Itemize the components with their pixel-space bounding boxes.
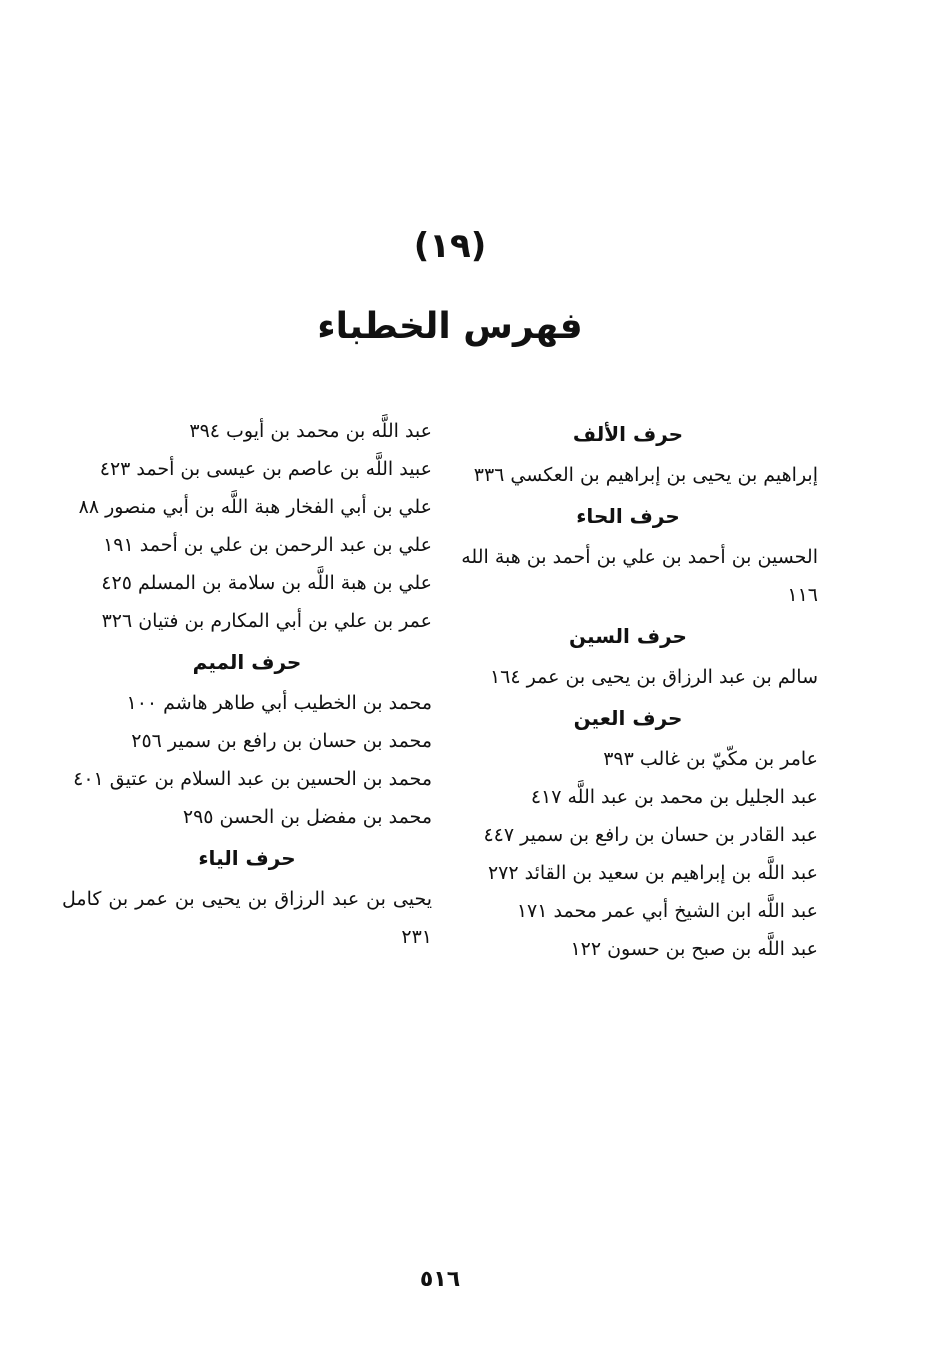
index-entry: محمد بن الحسين بن عبد السلام بن عتيق ٤٠١ [73,768,432,790]
index-column-left [62,412,432,956]
index-entry: علي بن أبي الفخار هبة اللَّه بن أبي منصور ٨٨ [78,496,432,518]
index-entry: سالم بن عبد الرزاق بن يحيى بن عمر ١٦٤ [489,666,818,688]
index-entry: عبد اللَّه بن صبح بن حسون ١٢٢ [570,938,818,960]
letter-heading-ayn: حرف العين [573,706,683,730]
index-entry: عمر بن علي بن أبي المكارم بن فتيان ٣٢٦ [101,610,432,632]
index-entry: يحيى بن عبد الرزاق بن يحيى بن عمر بن كامل ٢٣١ [62,888,432,948]
letter-heading-meem: حرف الميم [192,650,302,674]
page-title: فهرس الخطباء [317,306,583,347]
letter-heading-yaa: حرف الياء [198,846,296,870]
index-entry: عبيد اللَّه بن عاصم بن عيسى بن أحمد ٤٢٣ [99,458,432,480]
index-entry: عبد اللَّه بن محمد بن أيوب ٣٩٤ [189,420,432,442]
section-number: (١٩) [413,226,487,266]
page-number: ٥١٦ [419,1267,461,1292]
index-entry: عبد الجليل بن محمد بن عبد اللَّه ٤١٧ [530,786,818,808]
index-entry: محمد بن حسان بن رافع بن سمير ٢٥٦ [131,730,432,752]
index-entry: محمد بن الخطيب أبي طاهر هاشم ١٠٠ [126,692,432,714]
letter-heading-seen: حرف السين [569,624,687,648]
index-entry: محمد بن مفضل بن الحسن ٢٩٥ [182,806,432,828]
index-entry: إبراهيم بن يحيى بن إبراهيم بن العكسي ٣٣٦ [473,464,818,486]
index-entry: عامر بن مكّيّ بن غالب ٣٩٣ [603,748,818,770]
index-entry: علي بن هبة اللَّه بن سلامة بن المسلم ٤٢٥ [101,572,432,594]
index-entry: عبد القادر بن حسان بن رافع بن سمير ٤٤٧ [483,824,818,846]
letter-heading-alif: حرف الألف [572,422,684,446]
index-entry: عبد اللَّه ابن الشيخ أبي عمر محمد ١٧١ [516,900,818,922]
index-entry: الحسين بن أحمد بن علي بن أحمد بن هبة الله ١١٦ [461,546,818,606]
index-entry: عبد اللَّه بن إبراهيم بن سعيد بن القائد ٢٧٢ [487,862,818,884]
index-entry: علي بن عبد الرحمن بن علي بن أحمد ١٩١ [103,534,432,556]
index-column-right [438,412,818,968]
letter-heading-haa: حرف الحاء [576,504,680,528]
